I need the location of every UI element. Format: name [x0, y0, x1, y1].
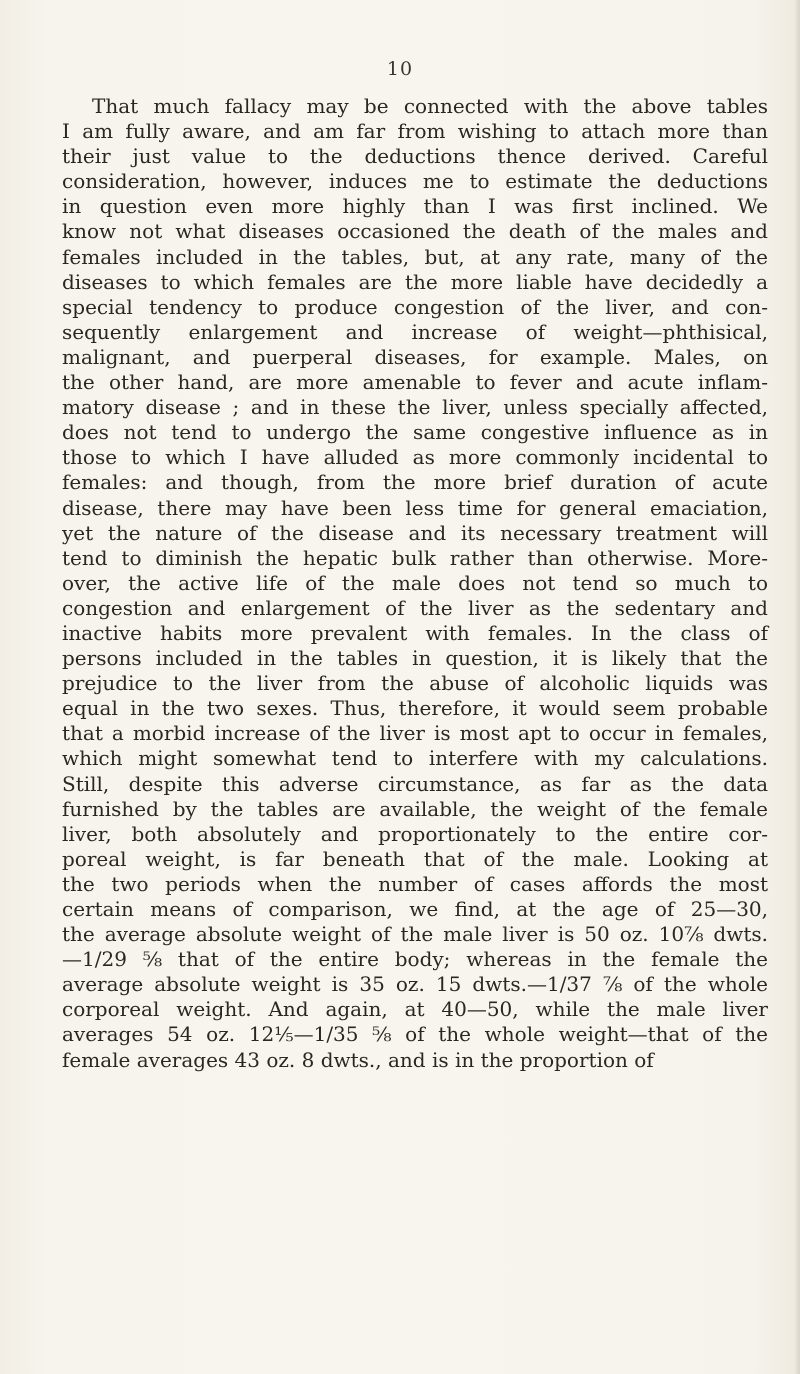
page-edge-shadow [794, 0, 800, 1374]
text-line: matory disease ; and in these the liver, unless specially affected, [62, 395, 768, 420]
text-line: liver, both absolutely and proportionately to the entire cor- [62, 821, 768, 846]
text-line: which might somewhat tend to interfere with my calculations. [62, 746, 768, 771]
text-line: —1/29 ⅝ that of the entire body; whereas in the female the [62, 947, 768, 972]
text-line: the average absolute weight of the male liver is 50 oz. 10⅞ dwts. [62, 922, 768, 947]
text-line: prejudice to the liver from the abuse of alcoholic liquids was [62, 671, 768, 696]
text-line: sequently enlargement and increase of weight—phthisical, [62, 319, 768, 344]
text-line: female averages 43 oz. 8 dwts., and is in the proportion of [62, 1047, 654, 1072]
text-line: equal in the two sexes. Thus, therefore, it would seem probable [62, 696, 768, 721]
text-line: in question even more highly than I was first inclined. We [62, 194, 768, 219]
text-line: that a morbid increase of the liver is most apt to occur in females, [62, 721, 768, 746]
text-line: those to which I have alluded as more commonly incidental to [62, 445, 768, 470]
text-line: Still, despite this adverse circumstance, as far as the data [62, 771, 768, 796]
text-line: know not what diseases occasioned the death of the males and [62, 219, 768, 244]
text-line: certain means of comparison, we find, at the age of 25—30, [62, 897, 768, 921]
text-line: does not tend to undergo the same congestive influence as in [62, 420, 768, 445]
text-line: females: and though, from the more brief duration of acute [62, 470, 768, 495]
page-number: 10 [386, 58, 414, 80]
text-line: over, the active life of the male does not tend so much to [62, 570, 768, 595]
text-line: malignant, and puerperal diseases, for example. Males, on [62, 344, 768, 369]
text-line: persons included in the tables in question, it is likely that the [62, 646, 768, 671]
text-line: the two periods when the number of cases affords the most [62, 871, 768, 896]
body-paragraph [62, 94, 768, 1073]
text-line: corporeal weight. And again, at 40—50, while the male liver [62, 997, 768, 1022]
text-line: average absolute weight is 35 oz. 15 dwts.—1/37 ⅞ of the whole [62, 972, 768, 997]
text-line: averages 54 oz. 12⅕—1/35 ⅝ of the whole weight—that of the [62, 1022, 768, 1047]
text-line: diseases to which females are the more liable have decidedly a [62, 269, 768, 294]
text-line: furnished by the tables are available, the weight of the female [62, 796, 768, 821]
text-line: yet the nature of the disease and its necessary treatment will [62, 520, 768, 545]
text-line: tend to diminish the hepatic bulk rather than otherwise. More- [62, 545, 768, 570]
text-line: the other hand, are more amenable to fever and acute inflam- [62, 370, 768, 395]
text-line: That much fallacy may be connected with the above tables [92, 94, 768, 118]
text-line: I am fully aware, and am far from wishing to attach more than [62, 119, 768, 144]
text-line: special tendency to produce congestion of the liver, and con- [62, 294, 768, 319]
text-line: congestion and enlargement of the liver as the sedentary and [62, 595, 768, 620]
text-line: consideration, however, induces me to estimate the deductions [62, 169, 768, 194]
text-line: inactive habits more prevalent with females. In the class of [62, 620, 768, 645]
text-line: females included in the tables, but, at any rate, many of the [62, 244, 768, 269]
text-line: poreal weight, is far beneath that of the male. Looking at [62, 846, 768, 871]
text-line: disease, there may have been less time for general emaciation, [62, 495, 768, 520]
text-line: their just value to the deductions thence derived. Careful [62, 144, 768, 169]
